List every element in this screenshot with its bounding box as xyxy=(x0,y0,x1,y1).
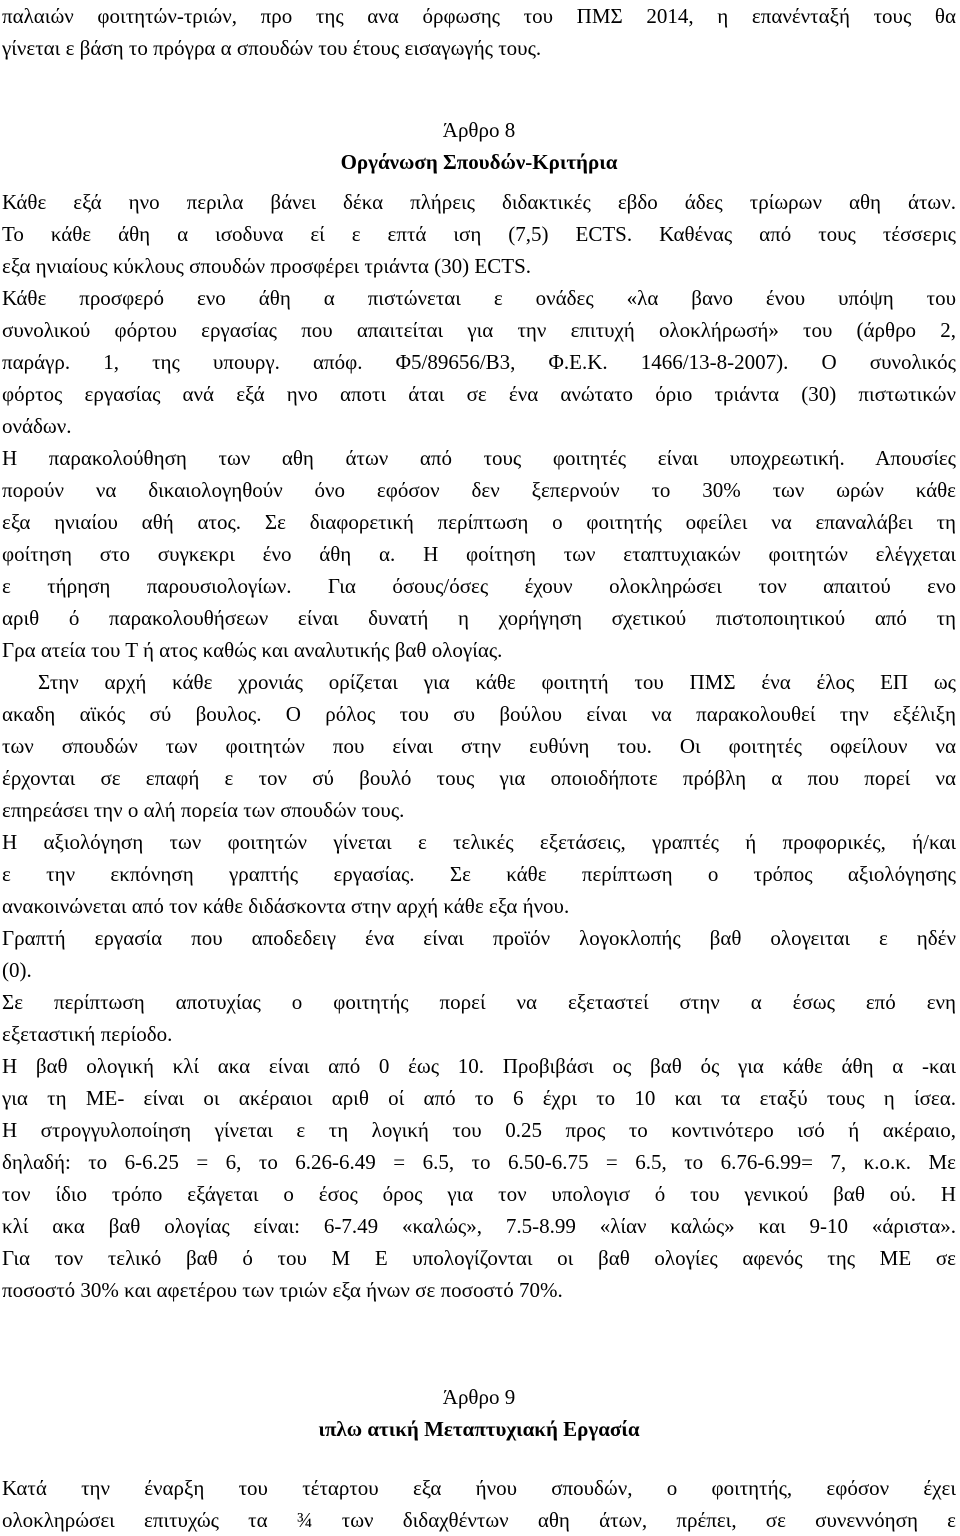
paragraph-credits xyxy=(2,282,956,442)
paragraph-intro xyxy=(2,0,956,64)
text-line: δηλαδή: το 6-6.25 = 6, το 6.26-6.49 = 6.5, το 6.50-6.75 = 6.5, το 6.76-6.99= 7, κ.ο.κ. Με xyxy=(2,1150,956,1174)
paragraph-advisor xyxy=(2,666,956,826)
paragraph-ects xyxy=(2,186,956,282)
text-line: συνολικού φόρτου εργασίας που απαιτείται για την επιτυχή ολοκλήρωσή» του (άρθρο 2, xyxy=(2,318,956,342)
text-line: Η παρακολούθηση των αθη άτων από τους φοιτητές είναι υποχρεωτική. Απουσίες xyxy=(2,446,956,470)
text-line: (0). xyxy=(2,958,32,982)
text-line: κλί ακα βαθ ολογίας είναι: 6-7.49 «καλώς», 7.5-8.99 «λίαν καλώς» και 9-10 «άριστα». xyxy=(2,1214,956,1238)
text-line: ολοκληρώσει επιτυχώς τα ¾ των διδαχθέντων αθη άτων, πρέπει, σε συνεννόηση ε xyxy=(2,1508,956,1532)
text-line: εξεταστική περίοδο. xyxy=(2,1022,173,1046)
article-8-title: Οργάνωση Σπουδών-Κριτήρια xyxy=(340,150,618,174)
paragraph-thesis xyxy=(2,1472,956,1536)
text-line: ε την εκπόνηση γραπτής εργασίας. Σε κάθε περίπτωση ο τρόπος αξιολόγησης xyxy=(2,862,956,886)
text-line: φοίτηση στο συγκεκρι ένο άθη α. Η φοίτηση των εταπτυχιακών φοιτητών ελέγχεται xyxy=(2,542,956,566)
article-9-number: Άρθρο 9 xyxy=(442,1385,516,1409)
text-line: επηρεάσει την ο αλή πορεία των σπουδών τους. xyxy=(2,798,405,822)
paragraph-assessment xyxy=(2,826,956,922)
text-line: γίνεται ε βάση το πρόγρα α σπουδών του έτους εισαγωγής τους. xyxy=(2,36,542,60)
article-9-title: ιπλω ατική Μεταπτυχιακή Εργασία xyxy=(318,1417,640,1441)
text-line: πορούν να δικαιολογηθούν όνο εφόσον δεν ξεπερνούν το 30% των ωρών κάθε xyxy=(2,478,956,502)
text-line: έρχονται σε επαφή ε τον σύ βουλό τους για οποιοδήποτε πρόβλη α που πορεί να xyxy=(2,766,956,790)
paragraph-plagiarism xyxy=(2,922,956,986)
text-line: τον ίδιο τρόπο εξάγεται ο έσος όρος για τον υπολογισ ό του γενικού βαθ ού. Η xyxy=(2,1182,956,1206)
text-line: παλαιών φοιτητών-τριών, προ της ανα όρφωσης του ΠΜΣ 2014, η επανένταξή τους θα xyxy=(2,4,956,28)
article-8-number: Άρθρο 8 xyxy=(442,118,516,142)
text-line: Η στρογγυλοποίηση γίνεται ε τη λογική του 0.25 προς το κοντινότερο ισό ή ακέραιο, xyxy=(2,1118,956,1142)
text-line: Η αξιολόγηση των φοιτητών γίνεται ε τελικές εξετάσεις, γραπτές ή προφορικές, ή/και xyxy=(2,830,956,854)
text-line: εξα ηνιαίους κύκλους σπουδών προσφέρει τριάντα (30) ECTS. xyxy=(2,254,532,278)
text-line: Κατά την έναρξη του τέταρτου εξα ήνου σπουδών, ο φοιτητής, εφόσον έχει xyxy=(2,1476,956,1500)
text-line: των σπουδών των φοιτητών που είναι στην ευθύνη του. Οι φοιτητές οφείλουν να xyxy=(2,734,956,758)
text-line: Η βαθ ολογική κλί ακα είναι από 0 έως 10. Προβιβάσι ος βαθ ός για κάθε άθη α -και xyxy=(2,1054,956,1078)
paragraph-failure xyxy=(2,986,956,1050)
text-line: παράγρ. 1, της υπουργ. απόφ. Φ5/89656/Β3, Φ.Ε.Κ. 1466/13-8-2007). Ο συνολικός xyxy=(2,350,956,374)
text-line: Κάθε προσφερό ενο άθη α πιστώνεται ε ονάδες «λα βανο ένου υπόψη του xyxy=(2,286,956,310)
paragraph-grading-scale xyxy=(2,1050,956,1306)
text-line: Γραπτή εργασία που αποδεδειγ ένα είναι προϊόν λογοκλοπής βαθ ολογειται ε ηδέν xyxy=(2,926,956,950)
text-line: Στην αρχή κάθε χρονιάς ορίζεται για κάθε φοιτητή του ΠΜΣ ένα έλος ΕΠ ως xyxy=(38,670,956,694)
text-line: Το κάθε άθη α ισοδυνα εί ε επτά ιση (7,5) ECTS. Καθένας από τους τέσσερις xyxy=(2,222,956,246)
text-line: Κάθε εξά ηνο περιλα βάνει δέκα πλήρεις διδακτικές εβδο άδες τρίωρων αθη άτων. xyxy=(2,190,956,214)
text-line: για τη ΜΕ- είναι οι ακέραιοι αριθ οί από το 6 έχρι το 10 και τα εταξύ τους η ίσεα. xyxy=(2,1086,956,1110)
text-line: Για τον τελικό βαθ ό του Μ Ε υπολογίζονται οι βαθ ολογίες αφενός της ΜΕ σε xyxy=(2,1246,956,1270)
text-line: αριθ ό παρακολουθήσεων είναι δυνατή η χορήγηση σχετικού πιστοποιητικού από τη xyxy=(2,606,956,630)
text-line: Σε περίπτωση αποτυχίας ο φοιτητής πορεί να εξεταστεί στην α έσως επό ενη xyxy=(2,990,956,1014)
text-line: φόρτος εργασίας ανά εξά ηνο αποτι άται σε ένα ανώτατο όριο τριάντα (30) πιστωτικών xyxy=(2,382,956,406)
text-line: ανακοινώνεται από τον κάθε διδάσκοντα στην αρχή κάθε εξα ήνου. xyxy=(2,894,570,918)
text-line: ακαδη αϊκός σύ βουλος. Ο ρόλος του συ βούλου είναι να παρακολουθεί την εξέλιξη xyxy=(2,702,956,726)
text-line: ε τήρηση παρουσιολογίων. Για όσους/όσες έχουν ολοκληρώσει τον απαιτού ενο xyxy=(2,574,956,598)
text-line: ποσοστό 30% και αφετέρου των τριών εξα ήνων σε ποσοστό 70%. xyxy=(2,1278,563,1302)
text-line: εξα ηνιαίου αθή ατος. Σε διαφορετική περίπτωση ο φοιτητής οφείλει να επαναλάβει τη xyxy=(2,510,956,534)
paragraph-attendance xyxy=(2,442,956,666)
text-line: ονάδων. xyxy=(2,414,72,438)
text-line: Γρα ατεία του Τ ή ατος καθώς και αναλυτικής βαθ ολογίας. xyxy=(2,638,503,662)
